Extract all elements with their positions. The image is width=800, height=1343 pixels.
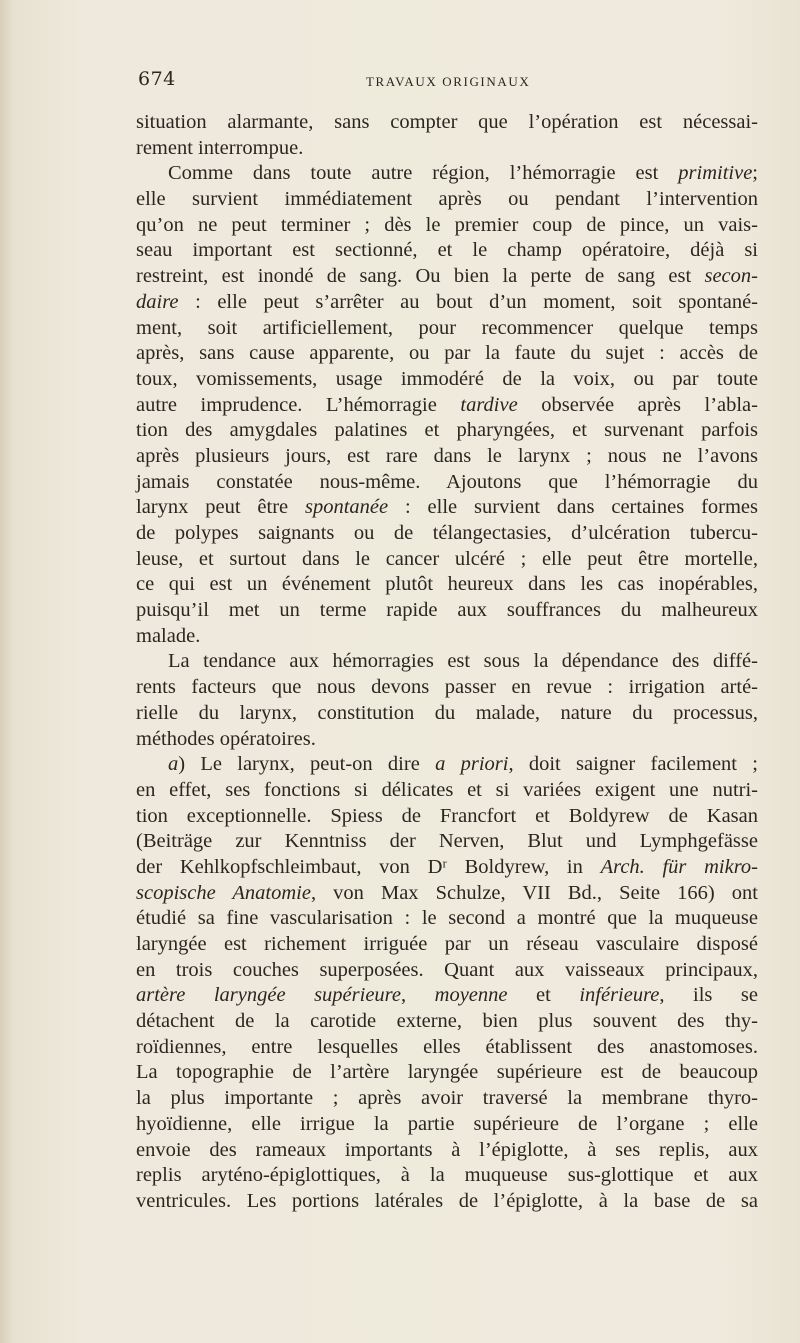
italic-term: scopische Anatomie <box>136 881 311 904</box>
text-segment: , <box>401 984 435 1007</box>
text-line <box>136 752 758 778</box>
page-number: 674 <box>138 68 176 90</box>
text-segment: der Kehlkopfschleimbaut, von Dʳ Boldyrew, in <box>136 855 601 878</box>
text-line: qu’on ne peut terminer ; dès le premier coup de pince, un vais- <box>136 213 758 236</box>
italic-term: moyenne <box>434 984 508 1007</box>
text-line: après plusieurs jours, est rare dans le larynx ; nous ne l’avons <box>136 444 758 467</box>
text-line: étudié sa fine vascularisation : le second a montré que la muqueuse <box>136 907 758 930</box>
text-segment: , doit saigner facilement ; <box>508 753 758 776</box>
text-line: laryngée est richement irriguée par un réseau vasculaire disposé <box>136 933 758 955</box>
text-line: hyoïdienne, elle irrigue la partie supérieure de l’organe ; elle <box>136 1112 758 1135</box>
text-line: seau important est sectionné, et le champ opératoire, déjà si <box>136 239 758 262</box>
text-line: (Beiträge zur Kenntniss der Nerven, Blut und Lymphgefässe <box>136 830 758 853</box>
text-line: envoie des rameaux importants à l’épiglotte, à ses replis, aux <box>136 1138 758 1161</box>
text-line: malade. <box>136 624 201 647</box>
text-line: rielle du larynx, constitution du malade, nature du processus, <box>136 701 758 724</box>
text-line: de polypes saignants ou de télangectasies, d’ulcération tubercu- <box>136 522 758 544</box>
text-line <box>136 881 758 907</box>
italic-term: secon- <box>704 265 758 288</box>
page-spine-shadow <box>0 0 14 1343</box>
text-line: en effet, ses fonctions si délicates et si variées exigent une nutri- <box>136 778 758 801</box>
italic-term: spontanée <box>305 496 389 519</box>
text-line <box>136 855 758 881</box>
text-segment: , ils se <box>659 984 758 1007</box>
text-line: en trois couches superposées. Quant aux vaisseaux principaux, <box>136 958 758 981</box>
text-line: replis aryténo-épiglottiques, à la muqueuse sus-glottique et aux <box>136 1164 758 1187</box>
text-line <box>136 495 758 521</box>
text-line <box>136 264 758 290</box>
text-line <box>136 393 758 419</box>
text-segment: larynx peut être <box>136 496 305 519</box>
text-segment: ; <box>752 162 758 185</box>
text-line: tion des amygdales palatines et pharyngées, et survenant parfois <box>136 419 758 442</box>
text-segment: ) Le larynx, peut-on dire <box>178 753 436 776</box>
text-line: la plus importante ; après avoir traversé la membrane thyro- <box>136 1087 758 1110</box>
text-segment: observée après l’abla- <box>517 393 758 416</box>
italic-term: Arch. für mikro- <box>600 855 759 878</box>
body-text <box>136 110 758 1215</box>
text-line: La topographie de l’artère laryngée supérieure est de beaucoup <box>136 1061 758 1084</box>
italic-term: inférieure <box>579 984 660 1007</box>
text-line: La tendance aux hémorragies est sous la dépendance des diffé- <box>168 650 758 673</box>
italic-term: primitive <box>678 162 753 185</box>
text-line: méthodes opératoires. <box>136 727 316 750</box>
text-segment: , von Max Schulze, VII Bd., Seite 166) ont <box>310 881 758 904</box>
text-line: toux, vomissements, usage immodéré de la voix, ou par toute <box>136 367 758 390</box>
text-line: jamais constatée nous-même. Ajoutons que l’hémorragie du <box>136 470 758 493</box>
italic-term: tardive <box>460 393 518 416</box>
text-line: rement interrompue. <box>136 136 304 159</box>
text-line: leuse, et surtout dans le cancer ulcéré ; elle peut être mortelle, <box>136 547 758 570</box>
page-header <box>138 68 758 98</box>
text-segment: restreint, est inondé de sang. Ou bien la perte de sang est <box>136 265 705 288</box>
text-segment: et <box>507 984 580 1007</box>
text-segment: Comme dans toute autre région, l’hémorragie est <box>168 162 679 185</box>
text-line <box>136 161 758 187</box>
text-line: ment, soit artificiellement, pour recommencer quelque temps <box>136 316 758 339</box>
italic-term: daire <box>136 290 179 313</box>
text-line <box>136 290 758 316</box>
text-segment: : elle survient dans certaines formes <box>388 496 758 519</box>
text-line: rents facteurs que nous devons passer en revue : irrigation arté- <box>136 676 758 699</box>
running-head: TRAVAUX ORIGINAUX <box>366 74 531 89</box>
text-segment: autre imprudence. L’hémorragie <box>136 393 461 416</box>
text-line: ce qui est un événement plutôt heureux dans les cas inopérables, <box>136 573 758 596</box>
italic-term: a priori <box>435 753 509 776</box>
text-line <box>136 983 758 1009</box>
italic-term: artère laryngée supérieure <box>136 984 401 1007</box>
text-line: situation alarmante, sans compter que l’opération est nécessai- <box>136 111 758 133</box>
text-line: puisqu’il met un terme rapide aux souffrances du malheureux <box>136 599 758 622</box>
text-line: roïdiennes, entre lesquelles elles établissent des anastomoses. <box>136 1035 758 1058</box>
text-line: tion exceptionnelle. Spiess de Francfort et Boldyrew de Kasan <box>136 804 758 827</box>
italic-term: a <box>168 753 179 776</box>
text-line: détachent de la carotide externe, bien plus souvent des thy- <box>136 1010 758 1033</box>
text-segment: : elle peut s’arrêter au bout d’un moment, soit spontané- <box>178 290 758 313</box>
text-line: elle survient immédiatement après ou pendant l’intervention <box>136 188 758 211</box>
text-line: ventricules. Les portions latérales de l’épiglotte, à la base de sa <box>136 1189 758 1212</box>
text-line: après, sans cause apparente, ou par la faute du sujet : accès de <box>136 342 758 365</box>
